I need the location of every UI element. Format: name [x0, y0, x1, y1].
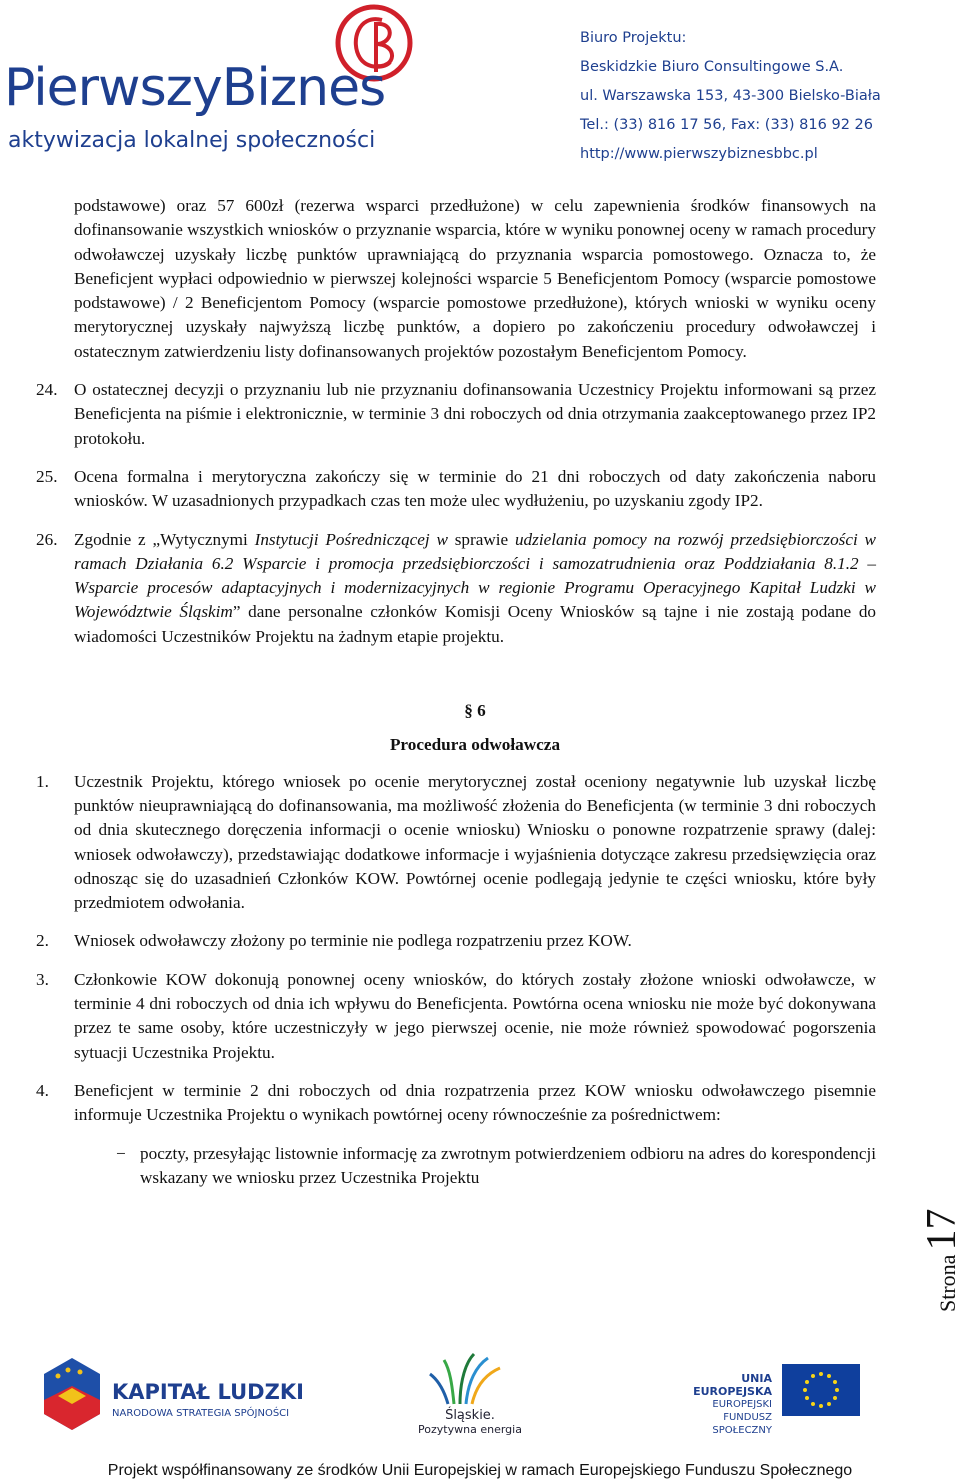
brand-name: PierwszyBiznes	[4, 58, 386, 118]
item-text-italic: Instytucji Pośredniczącej w	[254, 529, 455, 549]
page-number-value: 17	[919, 1208, 965, 1251]
slaskie-logo-icon	[410, 1350, 530, 1410]
item-number: 25.	[36, 466, 58, 486]
contact-website-link[interactable]: http://www.pierwszybiznesbbc.pl	[580, 146, 818, 162]
intro-paragraph: podstawowe) oraz 57 600zł (rezerwa wsparci przedłużone) w celu zapewnienia środków finansowych na dofinansowanie wszystkich wniosków o przyznanie wsparcia, które w wyniku ponownej oceny w ramach procedury odwoławczej uzyskały liczbę punktów uprawniającą do przyznania wsparcia pomostowego. Oznacza to, że Beneficjent wypłaci odpowiednio w pierwszej kolejności wsparcie 5 Beneficjentom Pomocy (wsparcie pomostowe podstawowe) / 2 Beneficjentom Pomocy (wsparcie pomostowe przedłużone), których wnioski w wyniku oceny merytorycznej uzyskały najwyższą liczbę punktów, a dopiero po zakończeniu procedury odwoławczej i ostatecznym zatwierdzeniu listy dofinansowanych projektów pozostałym Beneficjentom Pomocy.	[74, 196, 876, 361]
cofinancing-note: Projekt współfinansowany ze środków Unii Europejskiej w ramach Europejskiego Funduszu Społecznego	[107, 1462, 853, 1479]
contact-heading: Biuro Projektu:	[580, 30, 687, 46]
list-item	[36, 1079, 876, 1128]
eu-label	[664, 1372, 772, 1437]
kapital-ludzki-label	[112, 1380, 304, 1419]
contact-address: ul. Warszawska 153, 43-300 Bielsko-Biała	[580, 88, 881, 104]
item-number: 4.	[36, 1080, 49, 1100]
item-text-italic: udzielania pomocy na rozwój przedsiębiorczości w ramach Działania 6.2 Wsparcie i promocja przedsiębiorczości i samozatrudnienia oraz Poddziałania 8.1.2 – Wsparcie procesów adaptacyjnych i modernizacyjnych w regionie Programu Operacyjnego Kapitał Ludzki w Województwie Śląskim	[74, 529, 877, 622]
page-number	[918, 1209, 966, 1312]
brand-tagline: aktywizacja lokalnej społeczności	[8, 128, 376, 153]
item-text-part: Zgodnie z „Wytycznymi	[74, 529, 255, 549]
item-text-part: sprawie	[454, 529, 515, 549]
kapital-ludzki-subtitle: NARODOWA STRATEGIA SPÓJNOŚCI	[112, 1408, 290, 1419]
dash-bullet: −	[116, 1143, 126, 1163]
eu-line-2: EUROPEJSKI	[712, 1399, 772, 1410]
dash-item-text: poczty, przesyłając listownie informację za zwrotnym potwierdzeniem odbioru na adres do korespondencji wskazany we wniosku przez Uczestnika Projektu	[140, 1143, 876, 1187]
list-item	[36, 968, 876, 1065]
section-heading	[74, 699, 876, 758]
page-label: Strona	[935, 1254, 960, 1312]
item-text: Beneficjent w terminie 2 dni roboczych od dnia rozpatrzenia przez KOW wniosku odwoławczego pisemnie informuje Uczestnika Projektu o wynikach powtórnej oceny równocześnie za pośrednictwem:	[74, 1080, 876, 1125]
section-number: § 6	[464, 701, 486, 721]
item-text: Wniosek odwoławczy złożony po terminie nie podlega rozpatrzeniu przez KOW.	[74, 931, 632, 951]
item-number: 1.	[36, 771, 49, 791]
contact-company: Beskidzkie Biuro Consultingowe S.A.	[580, 59, 844, 75]
item-text: Uczestnik Projektu, którego wniosek po ocenie merytorycznej został oceniony negatywnie lub uzyskał liczbę punktów nieuprawniającą do dofinansowania, ma możliwość złożenia do Beneficjenta (w terminie 3 dni roboczych od dnia skutecznego doręczenia informacji o ocenie wniosku) Wniosku o ponowne rozpatrzenie sprawy (dalej: wniosek odwoławczy), przedstawiając dodatkowe informacje i wyjaśnienia dotyczące zakresu przedsięwzięcia oraz odnosząc się do uzasadnień Członków KOW. Powtórnej ocenie podlegają jedynie te części wniosku, które były przedmiotem odwołania.	[74, 771, 876, 913]
list-item	[36, 770, 876, 916]
kapital-ludzki-logo-icon	[40, 1356, 104, 1434]
item-number: 26.	[36, 529, 58, 549]
list-item	[36, 465, 876, 514]
item-number: 24.	[36, 380, 58, 400]
item-text-part: ” dane personalne członków Komisji Oceny Wniosków są tajne i nie zostają podane do wiadomości Uczestników Projektu na żadnym etapie projektu.	[74, 602, 877, 646]
list-item	[36, 929, 876, 953]
item-number: 2.	[36, 931, 49, 951]
section-title: Procedura odwoławcza	[389, 735, 561, 755]
item-text: O ostatecznej decyzji o przyznaniu lub nie przyznaniu dofinansowania Uczestnicy Projektu informowani są przez Beneficjenta na piśmie i elektronicznie, w terminie 3 dni roboczych od dnia otrzymania zaakceptowanego przez IP2 protokołu.	[74, 380, 876, 448]
page-footer	[0, 1346, 960, 1484]
item-text	[74, 528, 876, 649]
contact-phone: Tel.: (33) 816 17 56, Fax: (33) 816 92 26	[580, 117, 873, 133]
slaskie-label	[412, 1408, 528, 1436]
eu-line-3: FUNDUSZ SPOŁECZNY	[712, 1412, 772, 1436]
slaskie-title: Śląskie.	[445, 1408, 495, 1423]
kapital-ludzki-title: KAPITAŁ LUDZKI	[112, 1380, 304, 1404]
item-text: Członkowie KOW dokonują ponownej oceny wniosków, do których zostały złożone wnioski odwoławcze, w terminie 4 dni roboczych od dnia ich wpływu do Beneficjenta. Powtórna ocena wniosku nie może być dokonywana przez te same osoby, które uczestniczyły w jego pierwszej ocenie, nie może również spowodować pogorszenia sytuacji Uczestnika Projektu.	[74, 969, 876, 1062]
eu-flag-icon	[782, 1364, 860, 1416]
list-item	[36, 378, 876, 451]
document-body	[36, 194, 877, 1190]
page-header	[0, 0, 960, 175]
list-item	[36, 528, 877, 649]
dash-list-item	[74, 1142, 876, 1191]
slaskie-subtitle: Pozytywna energia	[418, 1423, 522, 1436]
eu-line-1: UNIA EUROPEJSKA	[693, 1372, 772, 1398]
project-office-contact	[580, 24, 881, 169]
item-text: Ocena formalna i merytoryczna zakończy się w terminie do 21 dni roboczych od daty zakończenia naboru wniosków. W uzasadnionych przypadkach czas ten może ulec wydłużeniu, po uzyskaniu zgody IP2.	[74, 466, 876, 511]
item-number: 3.	[36, 969, 49, 989]
